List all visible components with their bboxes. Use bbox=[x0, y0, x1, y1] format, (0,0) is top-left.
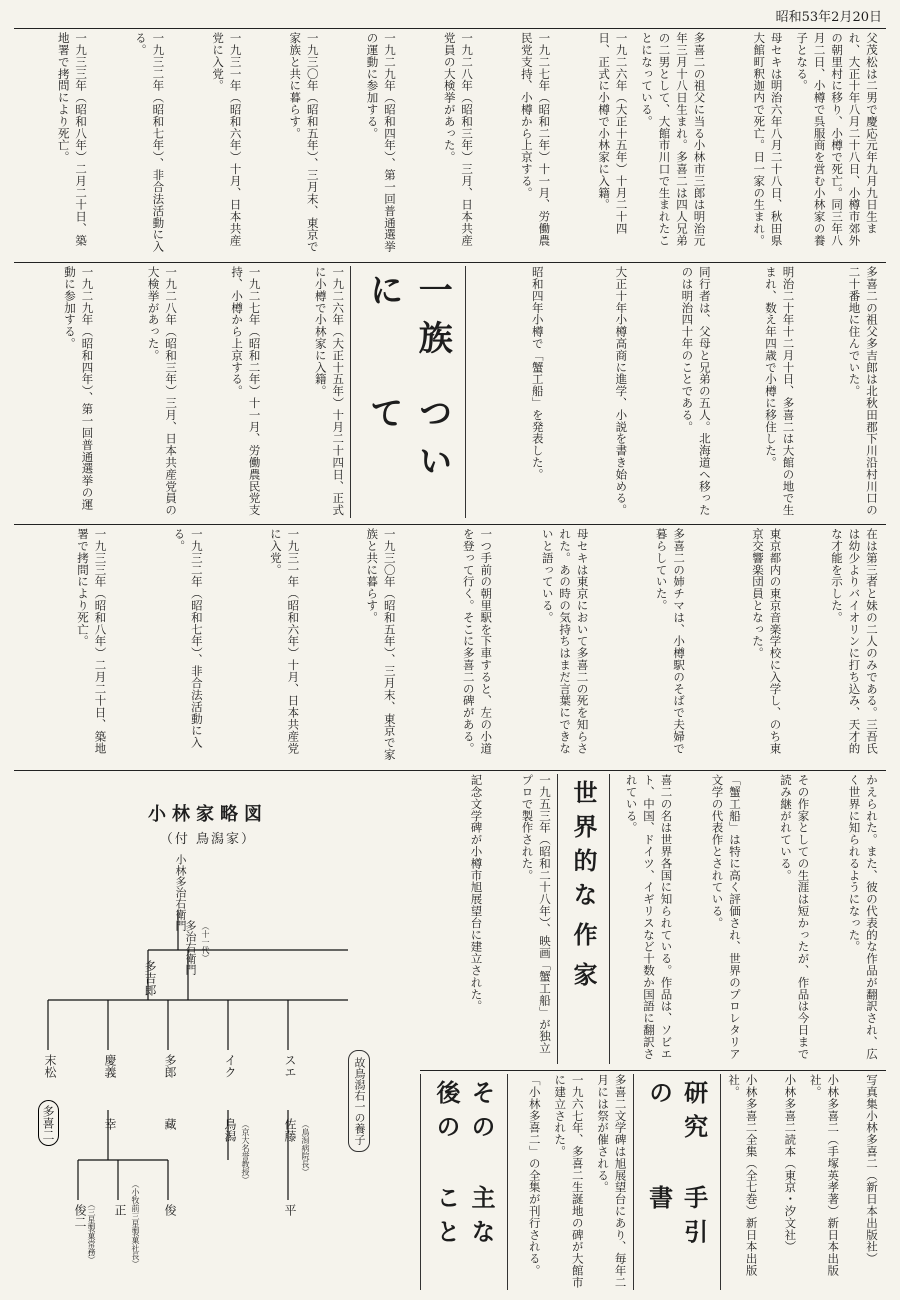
tree-note: （鳥潟病院長） bbox=[301, 1120, 310, 1176]
text-column: 東京都内の東京音楽学校に入学し、のち東京交響楽団員となった。 bbox=[751, 528, 783, 755]
text-column: 父茂松は二男で慶応元年九月九日生まれ、大正十年八月二十八日、小樽市郊外の朝里村に移り、小樽で死亡。同三年八月二日、小樽で呉服商を営む小林家の養子となる。 bbox=[795, 32, 879, 247]
text-column: 記念文学碑が小樽市旭展望台に建立された。 bbox=[469, 774, 484, 1012]
tree-gen2-member: 多郎 bbox=[163, 1054, 177, 1078]
text-column: 一九二八年（昭和三年）三月、日本共産党員の大検挙があった。 bbox=[442, 32, 475, 247]
heading-line: 一族に bbox=[363, 272, 453, 368]
band-3 bbox=[16, 528, 884, 764]
tree-lines bbox=[18, 800, 398, 1270]
tree-note: （三星製菓常務） bbox=[87, 1200, 96, 1264]
text-column: 小林多喜二全集（全七巻）新日本出版社。 bbox=[727, 1074, 759, 1277]
tree-gen3-member: 藏 bbox=[163, 1118, 177, 1130]
tree-gen2-member: 慶義 bbox=[103, 1054, 117, 1078]
tree-note: （小牧前三星製菓社長） bbox=[131, 1180, 140, 1268]
text-column: 多喜二の姉チマは、小樽駅のそばで夫婦で暮らしていた。 bbox=[654, 528, 687, 755]
tree-gen4-member: 俊二 bbox=[73, 1204, 87, 1228]
tree-gen1: 多吉郎 bbox=[143, 960, 157, 996]
text-column: 「蟹工船」は特に高く評価され、世界のプロレタリア文学の代表作とされている。 bbox=[710, 774, 742, 1060]
heading-line: 手引書 bbox=[644, 1185, 708, 1253]
tree-annotation: 故鳥潟右一の養子 bbox=[348, 1050, 370, 1152]
text-column: 昭和四年小樽で「蟹工船」を発表した。 bbox=[530, 266, 545, 481]
section-heading-family bbox=[350, 266, 466, 518]
text-column: 一九三三年（昭和八年）二月二十日、築地署で拷問により死亡。 bbox=[75, 528, 108, 755]
text-column: 一九二九年（昭和四年）、第一回普通選挙の運動に参加する。 bbox=[63, 266, 95, 511]
tree-gen3-member: 幸 bbox=[103, 1118, 117, 1130]
text-column: 「小林多喜二」の全集が刊行される。 bbox=[527, 1074, 542, 1277]
issue-date: 昭和53年2月20日 bbox=[775, 10, 882, 25]
section-heading-research bbox=[633, 1074, 721, 1290]
tree-gen3-member: 鳥潟 bbox=[223, 1118, 237, 1142]
text-column: 喜二の名は世界各国に知られている。作品は、ソビエト、中国、ドイツ、イギリスなど十数か国語に翻訳されている。 bbox=[624, 774, 674, 1060]
text-column: 多喜二の祖父に当る小林市三郎は明治元年三月十八日生まれ。多喜二は四人兄弟の二男として、大館市川口で生まれたことになっている。 bbox=[640, 32, 707, 247]
band-5 bbox=[420, 1074, 884, 1290]
tree-gen1b: 多治右衛門 bbox=[184, 920, 197, 975]
text-column: 一九二七年（昭和二年）十一月、労働農民党支持、小樽から上京する。 bbox=[519, 32, 552, 247]
text-column: 一九三二年（昭和七年）、非合法活動に入る。 bbox=[172, 528, 204, 749]
tree-highlight-oval: 多喜二 bbox=[38, 1100, 59, 1146]
text-column: 一九三三年（昭和八年）二月二十日、築地署で拷問により死亡。 bbox=[56, 32, 89, 247]
tree-gen1b-note: （十一代） bbox=[201, 922, 210, 962]
text-column: かえられた。また、彼の代表的な作品が翻訳され、広く世界に知られるようになった。 bbox=[847, 774, 879, 1060]
text-column: 一九三〇年（昭和五年）、三月末、東京で家族と共に暮らす。 bbox=[365, 528, 397, 761]
tree-gen2-member: イク bbox=[223, 1054, 237, 1078]
tree-subtitle: （付 鳥潟家） bbox=[159, 832, 257, 847]
heading-line: その後の bbox=[432, 1080, 495, 1148]
heading-line: 研究の bbox=[644, 1080, 708, 1148]
tree-title: 小林家略図 bbox=[148, 804, 268, 825]
family-tree-diagram bbox=[18, 800, 398, 1270]
text-column: 小林多喜二（手塚英孝著）新日本出版社。 bbox=[808, 1074, 841, 1277]
tree-note: （京大名誉教授） bbox=[241, 1120, 250, 1184]
text-column: 一九三一年（昭和六年）十月、日本共産党に入党。 bbox=[268, 528, 301, 755]
tree-root: 小林多治右衛門 bbox=[174, 854, 187, 931]
text-column: 母セキは東京において多喜二の死を知らされた。あの時の気持ちはまだ言葉にできないと語っている。 bbox=[540, 528, 590, 755]
text-column: 写真集小林多喜二（新日本出版社） bbox=[865, 1074, 879, 1265]
heading-line: 世界的な bbox=[569, 780, 597, 916]
tree-gen4-member: 正 bbox=[113, 1204, 127, 1216]
text-column: 在は第三者と妹の二人のみである。三吾氏は幼少よりバイオリンに打ち込み、天才的な才能を示した。 bbox=[830, 528, 879, 755]
text-column: 一九三〇年（昭和五年）、三月末、東京で家族と共に暮らす。 bbox=[288, 32, 320, 253]
heading-line: 家 bbox=[569, 962, 597, 996]
text-column: 多喜二の祖父多吉郎は北秋田郡下川沿村川口の二十番地に住んでいた。 bbox=[847, 266, 879, 516]
section-heading-world bbox=[557, 774, 610, 1064]
text-column: その作家としての生涯は短かったが、作品は今日まで読み継がれている。 bbox=[779, 774, 811, 1060]
text-column: 一九五三年（昭和二十八年）、映画「蟹工船」が独立プロで製作された。 bbox=[520, 774, 552, 1054]
tree-gen2-member: 末松 bbox=[43, 1054, 57, 1078]
text-column: 多喜二文学碑は旭展望台にあり、毎年二月には祭が催される。 bbox=[596, 1074, 628, 1289]
text-column: 一九二九年（昭和四年）、第一回普通選挙の運動に参加する。 bbox=[365, 32, 397, 253]
heading-line: ついて bbox=[363, 395, 453, 491]
band-1 bbox=[16, 32, 884, 256]
tree-gen4-member: 平 bbox=[283, 1204, 297, 1216]
text-column: 同行者は、父母と兄弟の五人。北海道へ移ったのは明治四十年のことである。 bbox=[680, 266, 712, 516]
text-column: 一九三一年（昭和六年）十月、日本共産党に入党。 bbox=[211, 32, 243, 247]
text-column: 一九三二年（昭和七年）、非合法活動に入る。 bbox=[133, 32, 166, 253]
heading-line: 作 bbox=[569, 922, 597, 956]
band-2 bbox=[16, 266, 884, 518]
text-column: 一九二七年（昭和二年）十一月、労働農民党支持、小樽から上京する。 bbox=[230, 266, 262, 516]
text-column: 一九六七年、多喜二生誕地の碑が大館市に建立された。 bbox=[553, 1074, 585, 1289]
text-column: 明治二十年十二月十日、多喜二は大館の地で生まれ、数え年四歳で小樽に移住した。 bbox=[763, 266, 796, 516]
section-heading-after bbox=[420, 1074, 508, 1290]
text-column: 一九二六年（大正十五年）十月二十四日、正式に小樽で小林家に入籍。 bbox=[597, 32, 629, 235]
text-column: 母セキは明治六年八月二十八日、秋田県大館町釈迦内で死亡。日一家の生まれ。 bbox=[752, 32, 784, 247]
text-column: 大正十年小樽高商に進学、小説を書き始める。 bbox=[614, 266, 629, 516]
text-column: 小林多喜二読本（東京・汐文社） bbox=[783, 1074, 798, 1253]
band-4 bbox=[420, 774, 884, 1064]
tree-gen2-member: スエ bbox=[283, 1054, 297, 1078]
heading-line: 主なこと bbox=[432, 1185, 495, 1253]
text-column: 一つ手前の朝里駅を下車すると、左の小道を登って行く。そこに多喜二の碑がある。 bbox=[461, 528, 494, 755]
tree-gen4-member: 俊 bbox=[163, 1204, 177, 1216]
text-column: 一九二八年（昭和三年）三月、日本共産党員の大検挙があった。 bbox=[146, 266, 179, 516]
text-column: 一九二六年（大正十五年）十月二十四日、正式に小樽で小林家に入籍。 bbox=[313, 266, 346, 516]
tree-gen3-member: 佐藤 bbox=[283, 1118, 297, 1142]
